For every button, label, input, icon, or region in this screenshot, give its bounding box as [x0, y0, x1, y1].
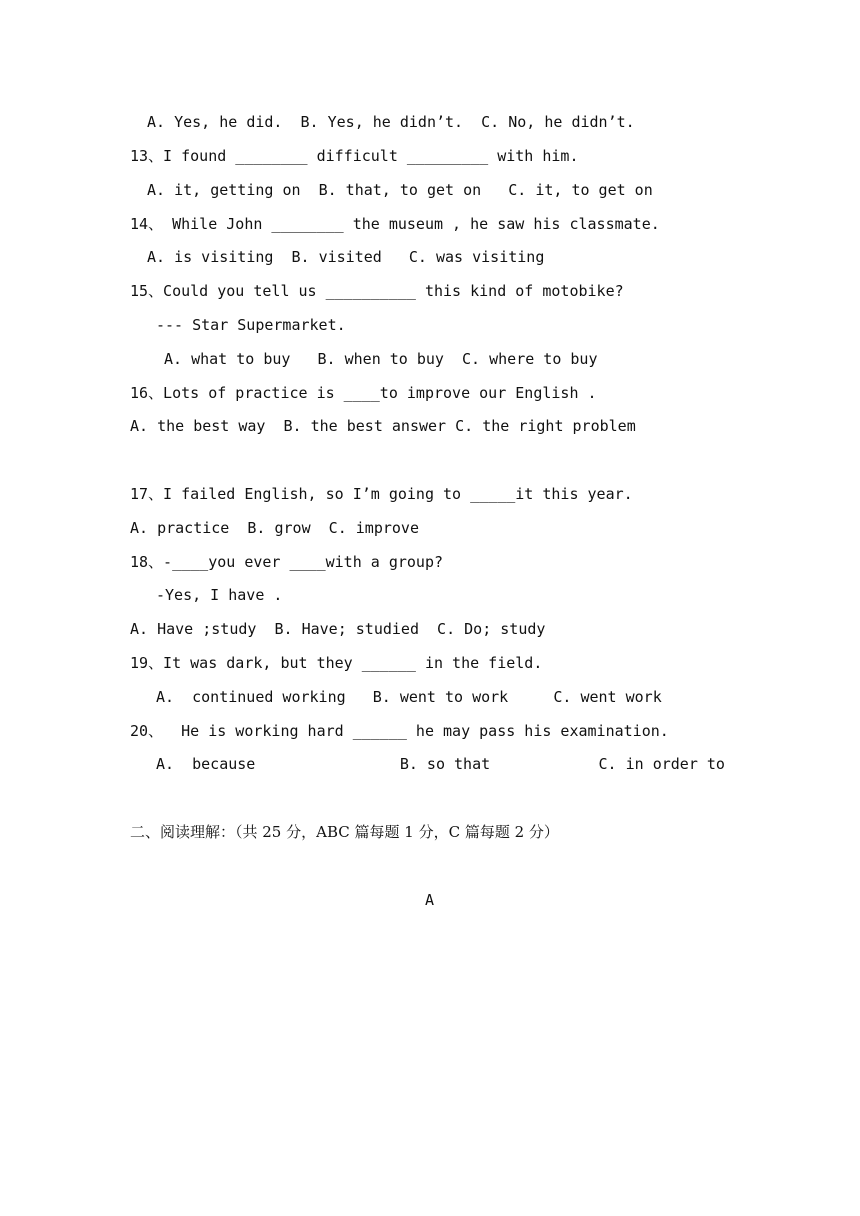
q16-question: 16、Lots of practice is ____to improve our English . [130, 384, 597, 402]
q13-options: A. it, getting on B. that, to get on C. it, to get on [147, 181, 653, 199]
q19-options: A. continued working B. went to work C. went work [156, 688, 662, 706]
q19-question: 19、It was dark, but they ______ in the field. [130, 654, 543, 672]
q16-options: A. the best way B. the best answer C. the right problem [130, 417, 636, 435]
section-two-heading: 二、阅读理解：（共 25 分，ABC 篇每题 1 分，C 篇每题 2 分） [130, 823, 559, 841]
q17-question: 17、I failed English, so I’m going to _____it this year. [130, 485, 633, 503]
q14-options: A. is visiting B. visited C. was visiting [147, 248, 545, 266]
q18-options: A. Have ;study B. Have; studied C. Do; study [130, 620, 546, 638]
q17-options: A. practice B. grow C. improve [130, 519, 419, 537]
q12-options: A. Yes, he did. B. Yes, he didn’t. C. No, he didn’t. [147, 113, 635, 131]
q14-question: 14、 While John ________ the museum , he saw his classmate. [130, 215, 660, 233]
q20-question: 20、 He is working hard ______ he may pass his examination. [130, 722, 669, 740]
q18-answer-line: -Yes, I have . [156, 586, 283, 604]
q15-options: A. what to buy B. when to buy C. where to buy [164, 350, 598, 368]
q15-answer-line: --- Star Supermarket. [156, 316, 346, 334]
q20-options: A. because B. so that C. in order to [156, 755, 725, 773]
q15-question: 15、Could you tell us __________ this kind of motobike? [130, 282, 624, 300]
q18-question: 18、-____you ever ____with a group? [130, 553, 444, 571]
passage-a-label: A [425, 891, 435, 909]
q13-question: 13、I found ________ difficult _________ with him. [130, 147, 579, 165]
